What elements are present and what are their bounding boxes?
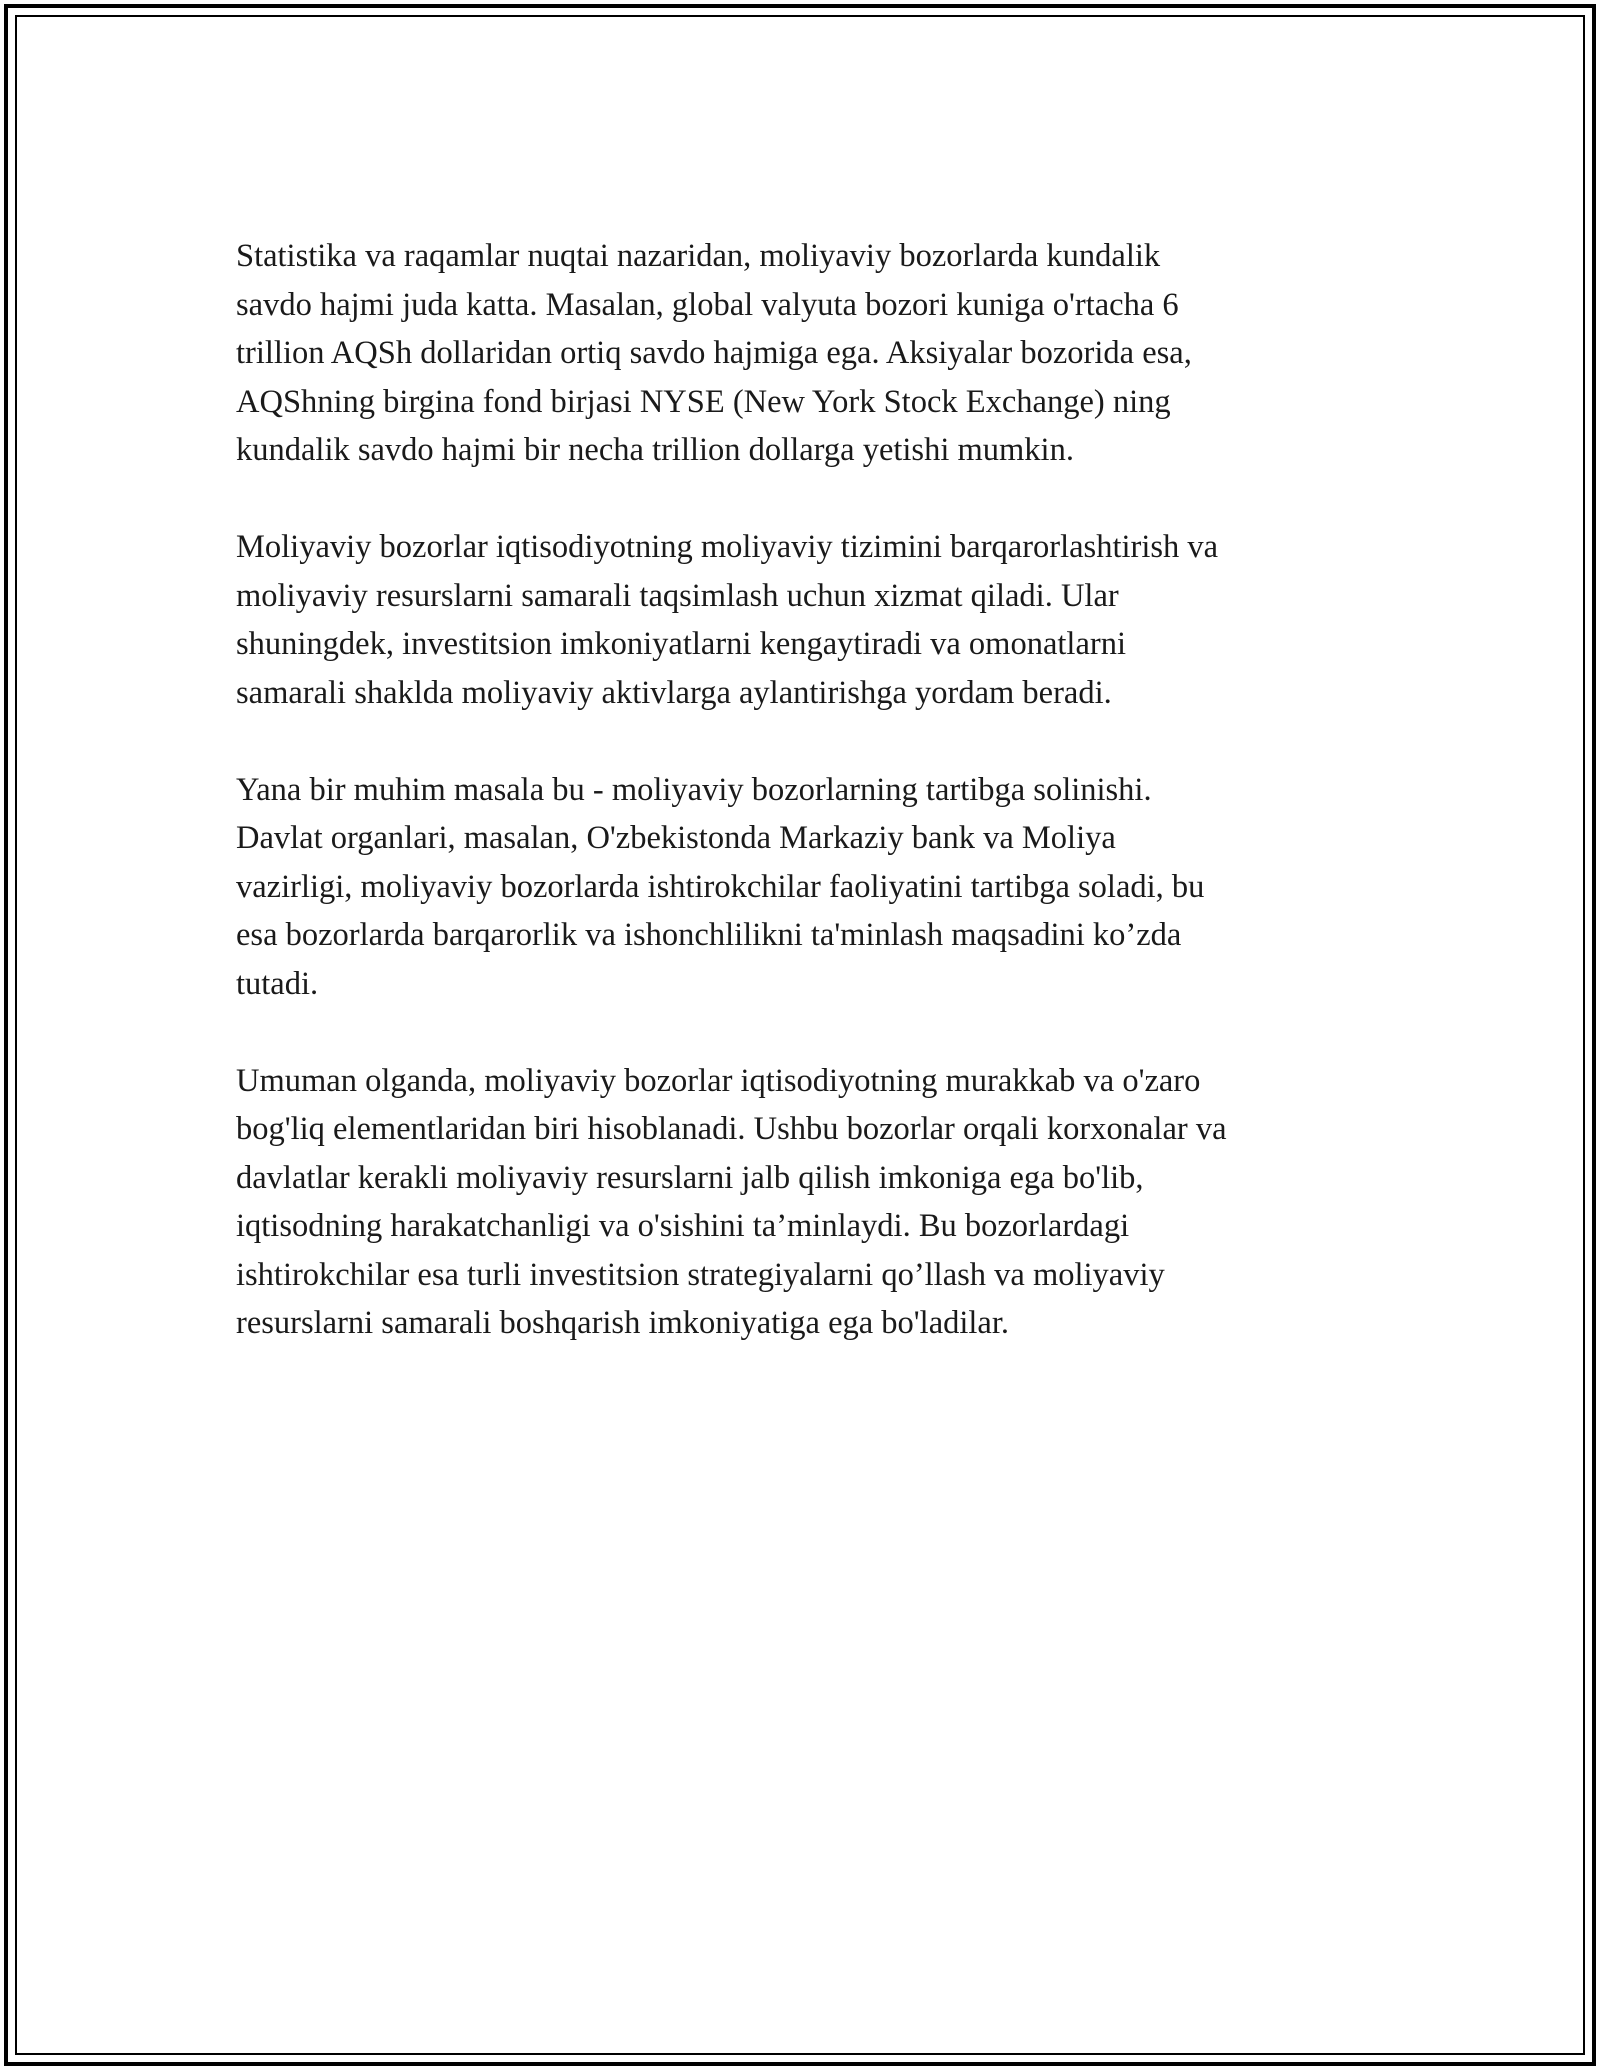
paragraph-line: shuningdek, investitsion imkoniyatlarni kengaytiradi va omonatlarni bbox=[236, 626, 1126, 662]
paragraph-line: ishtirokchilar esa turli investitsion strategiyalarni qo’llash va moliyaviy bbox=[236, 1256, 1165, 1293]
document-body bbox=[236, 232, 1366, 1396]
paragraph-regulation bbox=[236, 766, 1366, 1009]
paragraph-line: AQShning birgina fond birjasi NYSE (New York Stock Exchange) ning bbox=[236, 383, 1171, 420]
paragraph-line: trillion AQSh dollaridan ortiq savdo hajmiga ega. Aksiyalar bozorida esa, bbox=[236, 335, 1192, 371]
paragraph-stability bbox=[236, 523, 1366, 717]
paragraph-line: davlatlar kerakli moliyaviy resurslarni jalb qilish imkoniga ega bo'lib, bbox=[236, 1159, 1144, 1196]
paragraph-line: resurslarni samarali boshqarish imkoniyatiga ega bo'ladilar. bbox=[236, 1305, 1010, 1341]
paragraph-line: bog'liq elementlaridan biri hisoblanadi. Ushbu bozorlar orqali korxonalar va bbox=[236, 1111, 1227, 1147]
paragraph-statistics bbox=[236, 232, 1366, 475]
paragraph-line: vazirligi, moliyaviy bozorlarda ishtirokchilar faoliyatini tartibga soladi, bu bbox=[236, 868, 1205, 905]
paragraph-line: Statistika va raqamlar nuqtai nazaridan, moliyaviy bozorlarda kundalik bbox=[236, 238, 1161, 274]
paragraph-conclusion bbox=[236, 1057, 1366, 1348]
paragraph-line: Yana bir muhim masala bu - moliyaviy bozorlarning tartibga solinishi. bbox=[236, 771, 1152, 808]
paragraph-line: moliyaviy resurslarni samarali taqsimlash uchun xizmat qiladi. Ular bbox=[236, 577, 1119, 614]
paragraph-line: Umuman olganda, moliyaviy bozorlar iqtisodiyotning murakkab va o'zaro bbox=[236, 1062, 1201, 1099]
paragraph-line: kundalik savdo hajmi bir necha trillion dollarga yetishi mumkin. bbox=[236, 432, 1074, 468]
paragraph-line: Davlat organlari, masalan, O'zbekistonda Markaziy bank va Moliya bbox=[236, 820, 1116, 856]
paragraph-line: savdo hajmi juda katta. Masalan, global valyuta bozori kuniga o'rtacha 6 bbox=[236, 286, 1179, 323]
paragraph-line: samarali shaklda moliyaviy aktivlarga aylantirishga yordam beradi. bbox=[236, 674, 1112, 711]
paragraph-line: tutadi. bbox=[236, 965, 319, 1002]
paragraph-line: esa bozorlarda barqarorlik va ishonchlilikni ta'minlash maqsadini ko’zda bbox=[236, 917, 1182, 953]
paragraph-line: Moliyaviy bozorlar iqtisodiyotning moliyaviy tizimini barqarorlashtirish va bbox=[236, 529, 1219, 565]
paragraph-line: iqtisodning harakatchanligi va o'sishini ta’minlaydi. Bu bozorlardagi bbox=[236, 1208, 1130, 1244]
